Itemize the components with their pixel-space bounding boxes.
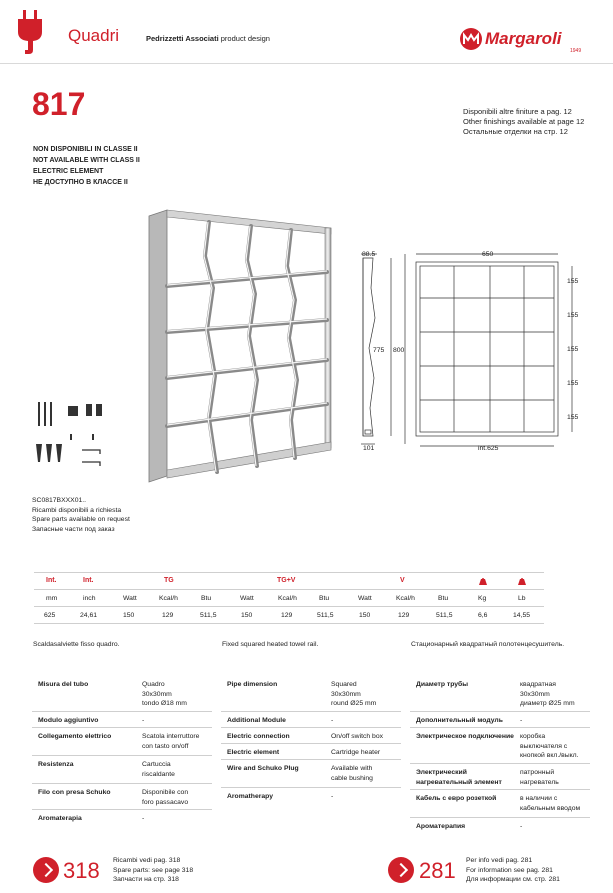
en-spec-value: - [331, 793, 334, 800]
spare-ru: Запасные части под заказ [32, 525, 115, 533]
front-width-dim: 650 [482, 251, 494, 258]
ru-spec-key: Электрический [416, 769, 467, 776]
category-title: Quadri [68, 26, 120, 45]
group-int-inch: Int. [83, 577, 94, 584]
finishes-ru: Остальные отделки на стр. 12 [463, 127, 568, 136]
spare-parts-page-number[interactable]: 318 [63, 858, 100, 883]
en-spec-key: Aromatherapy [227, 793, 274, 800]
spare-parts-note [32, 496, 130, 534]
en-spec-key: Additional Module [227, 717, 286, 724]
ru-spec-value: - [520, 717, 523, 724]
it-spec-value: tondo Ø18 mm [142, 700, 187, 707]
spare-parts-reference [113, 856, 193, 885]
side-inner-dim: 775 [373, 347, 385, 354]
unit-lb: Lb [518, 595, 526, 602]
info-link-icon[interactable] [388, 857, 414, 883]
en-spec-value: On/off switch box [331, 733, 384, 740]
it-spec-key: Filo con presa Schuko [38, 789, 111, 796]
brand-logo [459, 27, 589, 59]
unit-kg: Kg [478, 595, 487, 602]
en-spec-value: Available with [331, 765, 373, 772]
spare-it: Ricambi disponibili a richiesta [32, 506, 122, 514]
info-ref-it: Per info vedi pag. 281 [466, 857, 533, 864]
value-tg-watt: 150 [123, 612, 135, 619]
it-spec-value: - [142, 717, 145, 724]
front-spacing-4: 155 [567, 380, 579, 387]
group-tg: TG [164, 577, 174, 584]
ru-spec-value: 30x30mm [520, 690, 550, 698]
class-notice-it: NON DISPONIBILI IN CLASSE II [33, 146, 138, 153]
finishes-note [463, 107, 584, 137]
unit-v-watt: Watt [358, 595, 372, 602]
group-v: V [400, 577, 405, 584]
en-spec-value: 30x30mm [331, 690, 361, 698]
ru-spec-key: Диаметр трубы [416, 681, 469, 688]
en-spec-value: Cartridge heater [331, 749, 381, 756]
unit-tgv-btu: Btu [319, 595, 330, 602]
ru-spec-key: Дополнительный модуль [416, 717, 503, 724]
header-divider [0, 63, 613, 64]
en-spec-value: round Ø25 mm [331, 700, 377, 707]
front-interaxis-dim: int.625 [478, 445, 499, 452]
it-spec-key: Modulo aggiuntivo [38, 717, 99, 724]
side-width-dim: 88.5 [362, 251, 376, 258]
unit-v-btu: Btu [438, 595, 449, 602]
value-tg-kcal: 129 [162, 612, 174, 619]
unit-v-kcal: Kcal/h [396, 595, 415, 602]
ru-spec-key: Электрическое подключение [416, 733, 514, 740]
unit-tg-btu: Btu [201, 595, 212, 602]
value-lb: 14,55 [513, 612, 531, 619]
ru-spec-key: нагревательный элемент [416, 778, 502, 786]
designer-credit [146, 34, 270, 43]
description-ru: Стационарный квадратный полотенцесушитель. [411, 641, 565, 648]
info-reference [466, 856, 560, 885]
weight-kg-icon [477, 576, 489, 586]
spare-ref-it: Ricambi vedi pag. 318 [113, 857, 181, 864]
ru-spec-value: кабельным вводом [520, 804, 581, 812]
designer-name: Pedrizzetti Associati [146, 34, 219, 43]
spec-list-en [221, 676, 401, 806]
group-tgv: TG+V [277, 577, 296, 584]
value-tgv-btu: 511,5 [317, 612, 334, 619]
weight-lb-icon [516, 576, 528, 586]
it-spec-key: Misura del tubo [38, 681, 89, 688]
spare-ref-en: Spare parts: see page 318 [113, 866, 194, 874]
unit-inch: inch [83, 595, 96, 602]
unit-mm: mm [46, 595, 58, 602]
unit-tgv-watt: Watt [240, 595, 254, 602]
ru-spec-value: коробка [520, 733, 546, 740]
description-it: Scaldasalviette fisso quadro. [33, 641, 120, 648]
it-spec-key: Aromaterapia [38, 815, 82, 822]
front-view-drawing [412, 248, 582, 458]
ru-spec-value: кнопкой вкл./выкл. [520, 752, 579, 759]
value-inch: 24,61 [80, 612, 98, 619]
value-kg: 6,6 [478, 612, 488, 619]
en-spec-key: Electric element [227, 749, 280, 756]
info-page-number[interactable]: 281 [419, 858, 456, 883]
product-image [145, 208, 335, 483]
description-en: Fixed squared heated towel rail. [222, 641, 319, 648]
group-int-mm: Int. [46, 577, 57, 584]
it-spec-value: foro passacavo [142, 798, 189, 806]
side-outer-dim: 800 [393, 347, 405, 354]
it-spec-value: riscaldante [142, 770, 175, 778]
plug-icon [16, 10, 44, 56]
value-v-btu: 511,5 [436, 612, 453, 619]
unit-tgv-kcal: Kcal/h [278, 595, 297, 602]
spec-list-it [32, 676, 212, 828]
value-tgv-watt: 150 [241, 612, 253, 619]
class-notice-en2: ELECTRIC ELEMENT [33, 168, 104, 175]
value-tgv-kcal: 129 [281, 612, 293, 619]
unit-tg-kcal: Kcal/h [159, 595, 178, 602]
model-number: 817 [32, 86, 86, 122]
ru-spec-value: диаметр Ø25 mm [520, 700, 575, 707]
ru-spec-value: нагреватель [520, 778, 559, 786]
it-spec-value: 30x30mm [142, 690, 172, 698]
spare-parts-link-icon[interactable] [33, 857, 59, 883]
it-spec-value: Scatola interruttore [142, 733, 200, 740]
ru-spec-value: квадратная [520, 681, 556, 688]
it-spec-value: con tasto on/off [142, 742, 189, 750]
value-tg-btu: 511,5 [200, 612, 217, 619]
it-spec-value: - [142, 815, 145, 822]
it-spec-value: Disponibile con [142, 789, 189, 796]
en-spec-value: cable bushing [331, 774, 373, 782]
finishes-it: Disponibili altre finiture a pag. 12 [463, 107, 572, 116]
value-v-kcal: 129 [398, 612, 410, 619]
designer-suffix: product design [220, 34, 270, 43]
info-ref-en: For information see pag. 281 [466, 866, 553, 874]
spare-en: Spare parts available on request [32, 516, 130, 523]
en-spec-key: Wire and Schuko Plug [227, 765, 299, 772]
value-mm: 625 [44, 612, 56, 619]
it-spec-key: Resistenza [38, 761, 74, 768]
spare-parts-image [32, 402, 110, 482]
front-spacing-2: 155 [567, 312, 579, 319]
ru-spec-key: Ароматерапия [416, 823, 466, 830]
en-spec-value: - [331, 717, 334, 724]
spare-ref-ru: Запчасти на стр. 318 [113, 876, 179, 883]
class-notice-ru: НЕ ДОСТУПНО В КЛАССЕ II [33, 179, 128, 186]
spec-list-ru [410, 676, 590, 836]
info-ref-ru: Для информации см. стр. 281 [466, 876, 560, 883]
ru-spec-value: в наличии с [520, 795, 558, 802]
it-spec-key: Collegamento elettrico [38, 733, 112, 740]
ru-spec-value: - [520, 823, 523, 830]
brand-name: Margaroli [485, 29, 562, 48]
en-spec-key: Electric connection [227, 733, 290, 740]
side-view-drawing [349, 248, 411, 458]
side-depth-dim: 101 [363, 445, 375, 452]
value-v-watt: 150 [359, 612, 371, 619]
ru-spec-key: Кабель с евро розеткой [416, 795, 497, 802]
en-spec-key: Pipe dimension [227, 681, 278, 688]
ru-spec-value: патронный [520, 769, 555, 776]
unit-tg-watt: Watt [123, 595, 137, 602]
finishes-en: Other finishings available at page 12 [463, 117, 585, 126]
it-spec-value: Quadro [142, 681, 165, 688]
ru-spec-value: выключателя с [520, 742, 568, 750]
front-spacing-1: 155 [567, 278, 579, 285]
spare-code: SC0817BXXX01.. [32, 497, 87, 504]
it-spec-value: Cartuccia [142, 761, 171, 768]
front-spacing-5: 155 [567, 414, 579, 421]
en-spec-value: Squared [331, 681, 357, 688]
class-notice [33, 144, 140, 188]
front-spacing-3: 155 [567, 346, 579, 353]
class-notice-en: NOT AVAILABLE WITH CLASS II [33, 157, 140, 164]
brand-year: 1949 [570, 48, 582, 54]
